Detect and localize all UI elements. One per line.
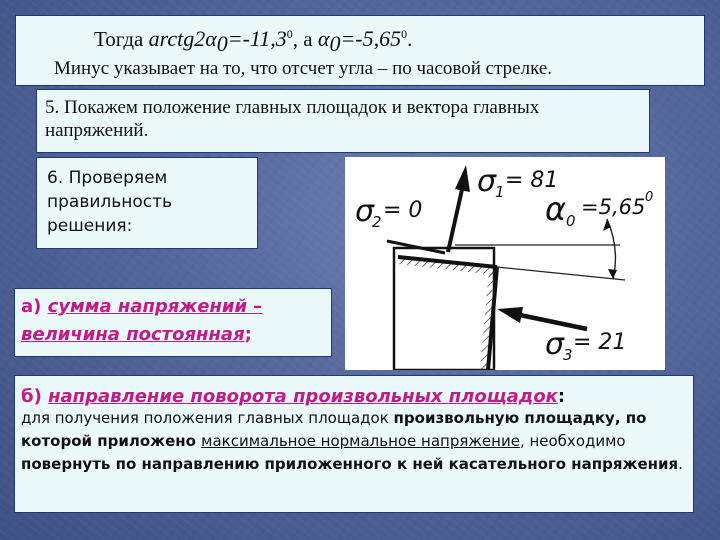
sigma3-arrowhead: [497, 307, 523, 323]
header-panel: [15, 15, 705, 86]
formula-degree-2: 0: [401, 27, 408, 41]
direction-colon: :: [557, 386, 566, 407]
sigma1-symbol: σ: [477, 164, 497, 199]
minus-note: Минус указывает на то, что отсчет угла – по часовой стрелке.: [54, 58, 553, 79]
sigma2-symbol: σ: [355, 194, 375, 229]
sigma3-subscript: 3: [563, 346, 573, 364]
alpha-subscript: 0: [566, 212, 576, 230]
formula-tail: .: [407, 27, 413, 51]
sigma2-subscript: 2: [372, 213, 382, 231]
sigma1-value: = 81: [505, 168, 559, 193]
angle-arrow-bottom: [608, 269, 617, 279]
formula-value-1: =-11,3: [227, 26, 287, 51]
formula-lead: Тогда: [94, 27, 149, 51]
formula-degree: 0: [286, 27, 293, 41]
stress-diagram-svg: [345, 157, 665, 370]
formula-alpha: α: [317, 26, 330, 51]
alpha-value: =5,65: [581, 195, 646, 219]
angle-arrow-top: [603, 219, 611, 231]
sigma1-arrow-shaft: [448, 185, 463, 252]
sum-prefix: а): [21, 296, 48, 317]
sigma1-arrowhead: [455, 165, 470, 192]
sum-suffix: ;: [244, 324, 252, 345]
alpha-symbol: α: [545, 190, 567, 228]
sigma3-value: = 21: [573, 330, 627, 355]
formula-value-2: =-5,65: [340, 26, 402, 51]
sum-panel: [14, 288, 332, 357]
direction-prefix: б): [21, 386, 49, 407]
direction-title: направление поворота произвольных площадок: [48, 386, 558, 407]
step-6-text: 6. Проверяем правильность решения:: [36, 157, 258, 249]
formula-line: [94, 26, 412, 57]
sigma2-value: = 0: [383, 198, 423, 223]
direction-text-4: , необходимо: [519, 432, 626, 450]
direction-text-5: повернуть по направлению приложенного к ней касательного напряжения: [21, 455, 679, 473]
sum-heading: сумма напряжений – величина постоянная: [21, 296, 263, 345]
formula-mid: , а: [292, 27, 318, 51]
formula-sub-2: 0: [329, 31, 341, 57]
direction-text-3: максимальное нормальное напряжение: [201, 432, 520, 450]
step-5-text: 5. Покажем положение главных площадок и вектора главных напряжений.: [36, 89, 650, 153]
direction-panel: [14, 375, 694, 513]
formula-sub: 0: [216, 31, 228, 57]
direction-text-6: .: [678, 455, 683, 473]
formula-arctg: arctg2α: [148, 26, 217, 51]
alpha-degree: 0: [645, 190, 654, 205]
direction-text-1: для получения положения главных площадок: [21, 409, 394, 427]
sigma3-symbol: σ: [545, 327, 565, 362]
rotated-reference: [497, 267, 625, 280]
sigma1-subscript: 1: [495, 183, 505, 201]
direction-body: [21, 407, 685, 476]
direction-text-2: произвольную площадку, по которой приложено: [21, 409, 647, 450]
direction-heading: [21, 386, 685, 407]
stress-diagram: [345, 157, 665, 370]
